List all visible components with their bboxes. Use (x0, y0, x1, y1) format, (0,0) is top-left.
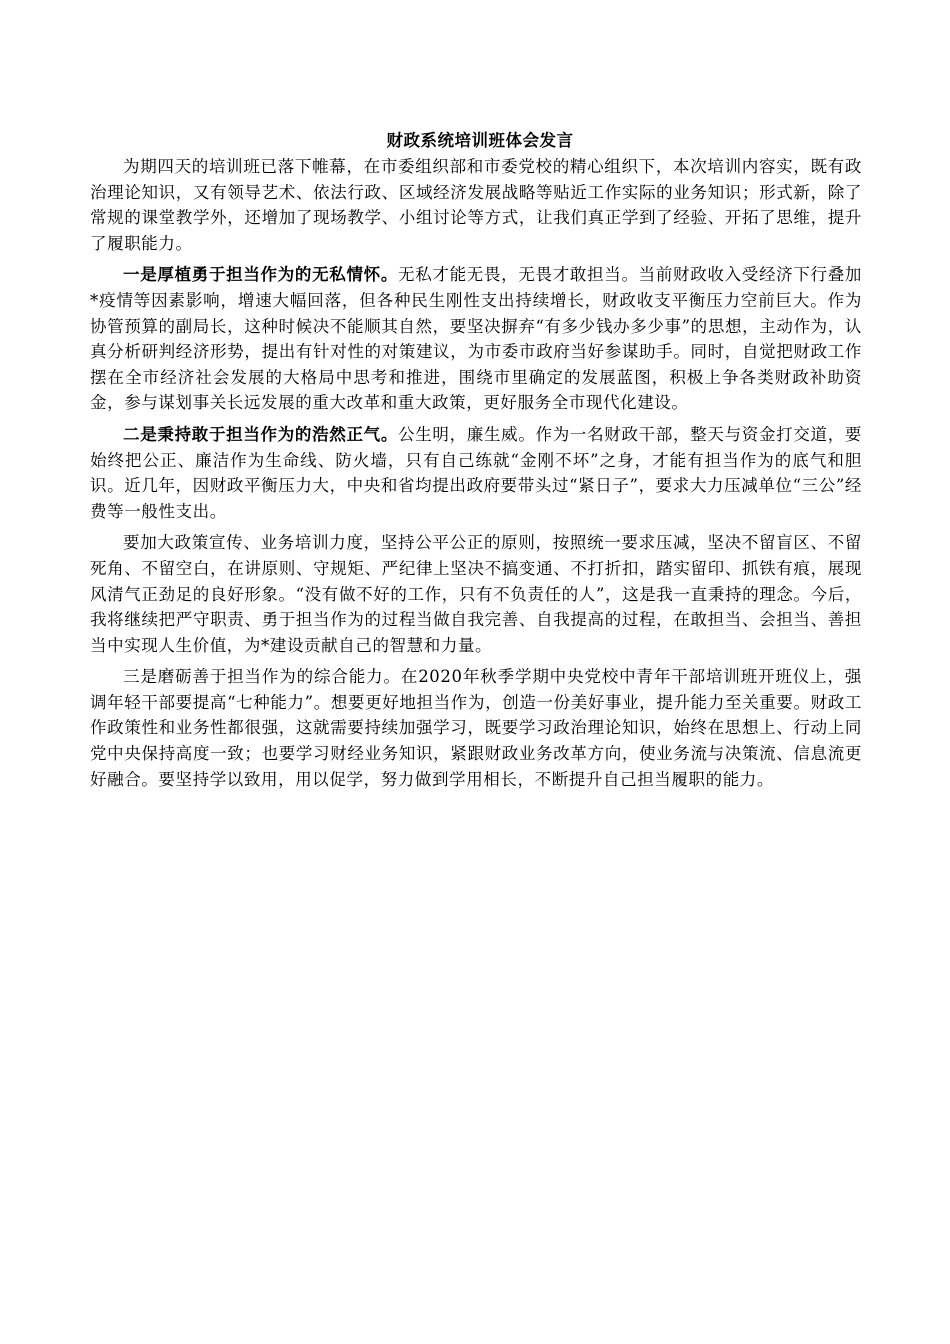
section-two-text: 公生明，廉生威。作为一名财政干部，整天与资金打交道，要始终把公正、廉洁作为生命线、防火墙，只有自己练就“金刚不坏”之身，才能有担当作为的底气和胆识。近几年，因财政平衡压力大，中央和省均提出政府要带头过“紧日子”，要求大力压减单位“三公”经费等一般性支出。 (90, 424, 862, 521)
intro-paragraph (90, 154, 862, 256)
section-three-paragraph (90, 664, 862, 792)
section-one-heading: 一是厚植勇于担当作为的无私情怀。 (123, 265, 399, 285)
section-three-text: 三是磨砺善于担当作为的综合能力。在2020年秋季学期中央党校中青年干部培训班开班仪上，强调年轻干部要提高“七种能力”。想要更好地担当作为，创造一份美好事业，提升能力至关重要。财政工作政策性和业务性都很强，这就需要持续加强学习，既要学习政治理论知识，始终在思想上、行动上同党中央保持高度一致；也要学习财经业务知识，紧跟财政业务改革方向，使业务流与决策流、信息流更好融合。要坚持学以致用，用以促学，努力做到学用相长，不断提升自己担当履职的能力。 (90, 667, 862, 789)
document-page (90, 128, 862, 798)
intro-paragraph-text: 为期四天的培训班已落下帷幕，在市委组织部和市委党校的精心组织下，本次培训内容实，既有政治理论知识，又有领导艺术、依法行政、区域经济发展战略等贴近工作实际的业务知识；形式新，除了常规的课堂教学外，还增加了现场教学、小组讨论等方式，让我们真正学到了经验、开拓了思维，提升了履职能力。 (90, 157, 862, 253)
section-two-paragraph (90, 422, 862, 524)
section-two-continued-paragraph (90, 530, 862, 658)
section-two-continued-text: 要加大政策宣传、业务培训力度，坚持公平公正的原则，按照统一要求压减，坚决不留盲区、不留死角、不留空白，在讲原则、守规矩、严纪律上坚决不搞变通、不打折扣，踏实留印、抓铁有痕，展现风清气正劲足的良好形象。“没有做不好的工作，只有不负责任的人”，这是我一直秉持的理念。今后，我将继续把严守职责、勇于担当作为的过程当做自我完善、自我提高的过程，在敢担当、会担当、善担当中实现人生价值，为*建设贡献自己的智慧和力量。 (90, 533, 862, 655)
section-one-text: 无私才能无畏，无畏才敢担当。当前财政收入受经济下行叠加*疫情等因素影响，增速大幅回落，但各种民生刚性支出持续增长，财政收支平衡压力空前巨大。作为协管预算的副局长，这种时候决不能顺其自然，要坚决摒弃“有多少钱办多少事”的思想，主动作为，认真分析研判经济形势，提出有针对性的对策建议，为市委市政府当好参谋助手。同时，自觉把财政工作摆在全市经济社会发展的大格局中思考和推进，围绕市里确定的发展蓝图，积极上争各类财政补助资金，参与谋划事关长远发展的重大改革和重大政策，更好服务全市现代化建设。 (90, 265, 862, 413)
section-one-paragraph (90, 262, 862, 416)
document-title: 财政系统培训班体会发言 (386, 131, 574, 150)
section-two-heading: 二是秉持敢于担当作为的浩然正气。 (123, 424, 399, 444)
